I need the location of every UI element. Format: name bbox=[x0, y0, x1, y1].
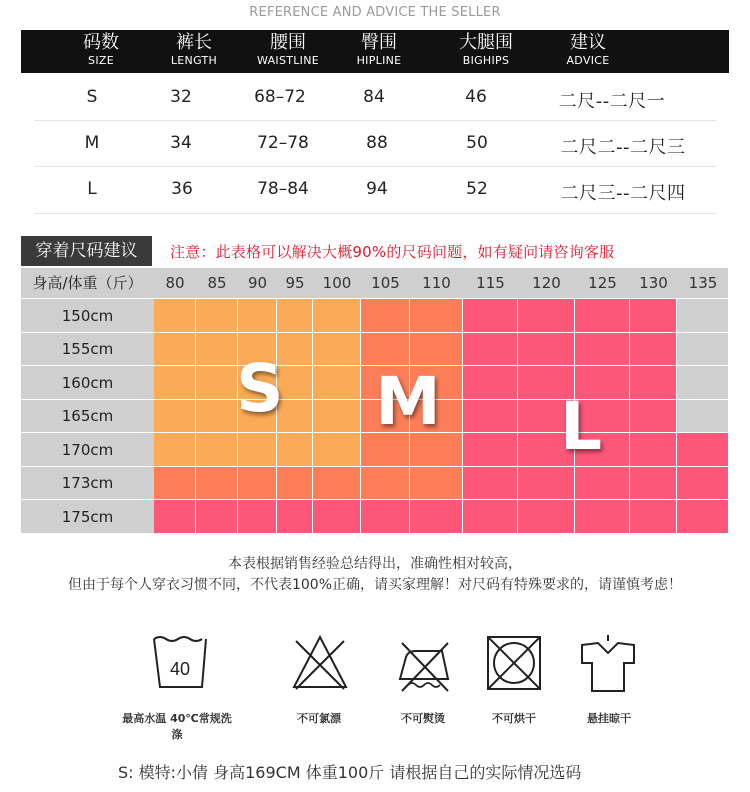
col-hip-header bbox=[319, 32, 439, 68]
no-bleach-icon bbox=[290, 633, 350, 693]
cell-thigh: 52 bbox=[466, 179, 488, 199]
note-line-1: 本表根据销售经验总结得出，准确性相对较高， bbox=[228, 556, 522, 572]
reference-title: REFERENCE AND ADVICE THE SELLER bbox=[249, 5, 501, 20]
grid-cell-l bbox=[463, 467, 518, 500]
grid-cell-s bbox=[154, 433, 196, 467]
col-thigh-cn: 大腿围 bbox=[459, 32, 513, 53]
cell-advice: 二尺二--二尺三 bbox=[560, 137, 686, 158]
height-label: 165cm bbox=[21, 400, 154, 433]
cell-thigh: 50 bbox=[466, 133, 488, 153]
cell-waist: 68–72 bbox=[254, 87, 306, 107]
cell-hip: 84 bbox=[363, 87, 385, 107]
cell-length: 36 bbox=[171, 179, 193, 199]
grid-cell-none bbox=[677, 400, 729, 433]
col-length-en: LENGTH bbox=[170, 54, 218, 67]
grid-cell-l bbox=[410, 500, 463, 534]
grid-cell-m bbox=[277, 467, 313, 500]
grid-cell-l bbox=[463, 333, 518, 366]
grid-cell-s bbox=[196, 366, 238, 400]
weight-header: 115 bbox=[476, 274, 505, 292]
grid-cell-l bbox=[575, 500, 630, 534]
height-label: 175cm bbox=[21, 500, 154, 534]
cell-advice: 二尺三--二尺四 bbox=[560, 183, 686, 204]
cell-size: L bbox=[87, 179, 97, 199]
weight-header: 125 bbox=[588, 274, 617, 292]
weight-header: 100 bbox=[322, 274, 352, 292]
grid-cell-l bbox=[630, 366, 677, 400]
grid-cell-l bbox=[677, 467, 729, 500]
weight-header: 90 bbox=[247, 274, 268, 292]
grid-cell-l bbox=[630, 299, 677, 333]
grid-cell-l bbox=[630, 433, 677, 467]
grid-cell-l bbox=[463, 433, 518, 467]
row-divider bbox=[34, 166, 716, 167]
height-label: 173cm bbox=[21, 467, 154, 500]
grid-cell-m bbox=[410, 467, 463, 500]
grid-cell-s bbox=[238, 299, 277, 333]
cell-length: 34 bbox=[170, 133, 192, 153]
grid-cell-s bbox=[313, 333, 361, 366]
height-label: 160cm bbox=[21, 366, 154, 400]
cell-size: M bbox=[84, 133, 100, 153]
grid-cell-l bbox=[463, 500, 518, 534]
weight-header: 130 bbox=[639, 274, 668, 292]
grid-cell-s bbox=[313, 299, 361, 333]
grid-cell-s bbox=[154, 400, 196, 433]
weight-header: 95 bbox=[285, 274, 305, 292]
no-iron-icon bbox=[394, 633, 454, 693]
cell-advice: 二尺--二尺一 bbox=[558, 91, 666, 112]
cell-waist: 78–84 bbox=[257, 179, 309, 199]
col-advice-cn: 建议 bbox=[570, 32, 606, 53]
wash-temp: 40 bbox=[169, 659, 191, 679]
grid-cell-s bbox=[154, 333, 196, 366]
grid-cell-l bbox=[575, 333, 630, 366]
grid-cell-s bbox=[196, 333, 238, 366]
care-label-hang-dry: 悬挂晾干 bbox=[587, 712, 631, 725]
grid-cell-l bbox=[630, 333, 677, 366]
grid-cell-s bbox=[196, 299, 238, 333]
big-letter-l: L bbox=[560, 388, 603, 465]
grid-cell-m bbox=[361, 467, 410, 500]
col-advice-en: ADVICE bbox=[566, 54, 610, 67]
size-row-l bbox=[0, 179, 750, 204]
grid-cell-l bbox=[361, 500, 410, 534]
grid-cell-l bbox=[575, 299, 630, 333]
col-waist-cn: 腰围 bbox=[270, 32, 306, 53]
grid-cell-s bbox=[277, 433, 313, 467]
height-label: 170cm bbox=[21, 433, 154, 467]
chart-note: 注意：此表格可以解决大概90%的尺码问题，如有疑问请咨询客服 bbox=[170, 243, 615, 261]
grid-cell-l bbox=[677, 433, 729, 467]
size-table-header bbox=[21, 30, 729, 73]
grid-cell-l bbox=[313, 500, 361, 534]
cell-size: S bbox=[86, 87, 98, 107]
weight-header: 110 bbox=[422, 274, 451, 292]
col-waist-en: WAISTLINE bbox=[257, 54, 319, 67]
note-line-2: 但由于每个人穿衣习惯不同，不代表100%正确，请买家理解！对尺码有特殊要求的，请谨慎考虑！ bbox=[67, 577, 683, 593]
grid-cell-l bbox=[518, 333, 575, 366]
grid-cell-l bbox=[463, 366, 518, 400]
height-label: 150cm bbox=[21, 299, 154, 333]
grid-cell-l bbox=[630, 400, 677, 433]
care-label-no-iron: 不可熨烫 bbox=[401, 712, 445, 725]
col-hip-cn: 臀围 bbox=[361, 32, 397, 53]
cell-length: 32 bbox=[170, 87, 192, 107]
weight-header: 80 bbox=[165, 274, 185, 292]
grid-cell-s bbox=[154, 366, 196, 400]
grid-cell-l bbox=[463, 400, 518, 433]
grid-cell-none bbox=[677, 333, 729, 366]
size-row-m bbox=[0, 133, 750, 158]
grid-cell-l bbox=[518, 467, 575, 500]
grid-cell-m bbox=[361, 299, 410, 333]
size-row-s bbox=[0, 87, 750, 112]
big-letter-s: S bbox=[236, 350, 284, 427]
weight-header: 85 bbox=[207, 274, 227, 292]
height-weight-label: 身高/体重（斤） bbox=[32, 274, 143, 292]
grid-cell-l bbox=[518, 299, 575, 333]
no-tumble-dry-icon bbox=[484, 633, 544, 693]
cell-hip: 94 bbox=[366, 179, 388, 199]
grid-cell-none bbox=[677, 366, 729, 400]
grid-cell-l bbox=[630, 467, 677, 500]
care-label-wash: 最高水温 40℃常规洗涤 bbox=[122, 712, 232, 741]
weight-header: 135 bbox=[688, 274, 718, 292]
grid-cell-none bbox=[677, 299, 729, 333]
grid-cell-s bbox=[196, 400, 238, 433]
big-letter-m: M bbox=[375, 363, 441, 440]
grid-cell-m bbox=[313, 467, 361, 500]
grid-cell-s bbox=[154, 299, 196, 333]
grid-cell-l bbox=[277, 500, 313, 534]
weight-header: 120 bbox=[532, 274, 561, 292]
grid-cell-l bbox=[518, 500, 575, 534]
grid-cell-l bbox=[154, 500, 196, 534]
grid-cell-l bbox=[238, 500, 277, 534]
cell-hip: 88 bbox=[366, 133, 388, 153]
grid-cell-m bbox=[154, 467, 196, 500]
row-divider bbox=[34, 213, 716, 214]
grid-cell-s bbox=[313, 400, 361, 433]
grid-cell-l bbox=[630, 500, 677, 534]
grid-cell-m bbox=[410, 333, 463, 366]
grid-cell-l bbox=[677, 500, 729, 534]
grid-cell-s bbox=[313, 433, 361, 467]
grid-cell-m bbox=[196, 467, 238, 500]
grid-cell-s bbox=[196, 433, 238, 467]
col-thigh-en: BIGHIPS bbox=[462, 54, 510, 67]
grid-cell-m bbox=[361, 333, 410, 366]
wash-40-icon bbox=[150, 633, 210, 693]
hang-dry-icon bbox=[578, 633, 638, 693]
weight-header: 105 bbox=[371, 274, 400, 292]
grid-cell-l bbox=[196, 500, 238, 534]
model-info: S: 模特:小倩 身高169CM 体重100斤 请根据自己的实际情况选码 bbox=[118, 763, 582, 782]
grid-cell-l bbox=[463, 299, 518, 333]
grid-cell-s bbox=[313, 366, 361, 400]
care-label-no-bleach: 不可氯漂 bbox=[297, 712, 341, 725]
care-label-no-tumble-dry: 不可烘干 bbox=[492, 712, 536, 725]
grid-cell-m bbox=[410, 299, 463, 333]
cell-thigh: 46 bbox=[465, 87, 487, 107]
col-length-cn: 裤长 bbox=[176, 32, 212, 53]
row-divider bbox=[34, 120, 716, 121]
col-hip-en: HIPLINE bbox=[356, 54, 402, 67]
grid-cell-m bbox=[238, 467, 277, 500]
grid-cell-s bbox=[277, 299, 313, 333]
cell-waist: 72–78 bbox=[257, 133, 309, 153]
col-size-en: SIZE bbox=[88, 54, 114, 67]
col-advice-header bbox=[528, 32, 648, 68]
height-label: 155cm bbox=[21, 333, 154, 366]
size-advice-badge: 穿着尺码建议 bbox=[21, 236, 152, 266]
grid-cell-s bbox=[238, 433, 277, 467]
grid-cell-l bbox=[575, 467, 630, 500]
col-size-cn: 码数 bbox=[83, 32, 119, 53]
